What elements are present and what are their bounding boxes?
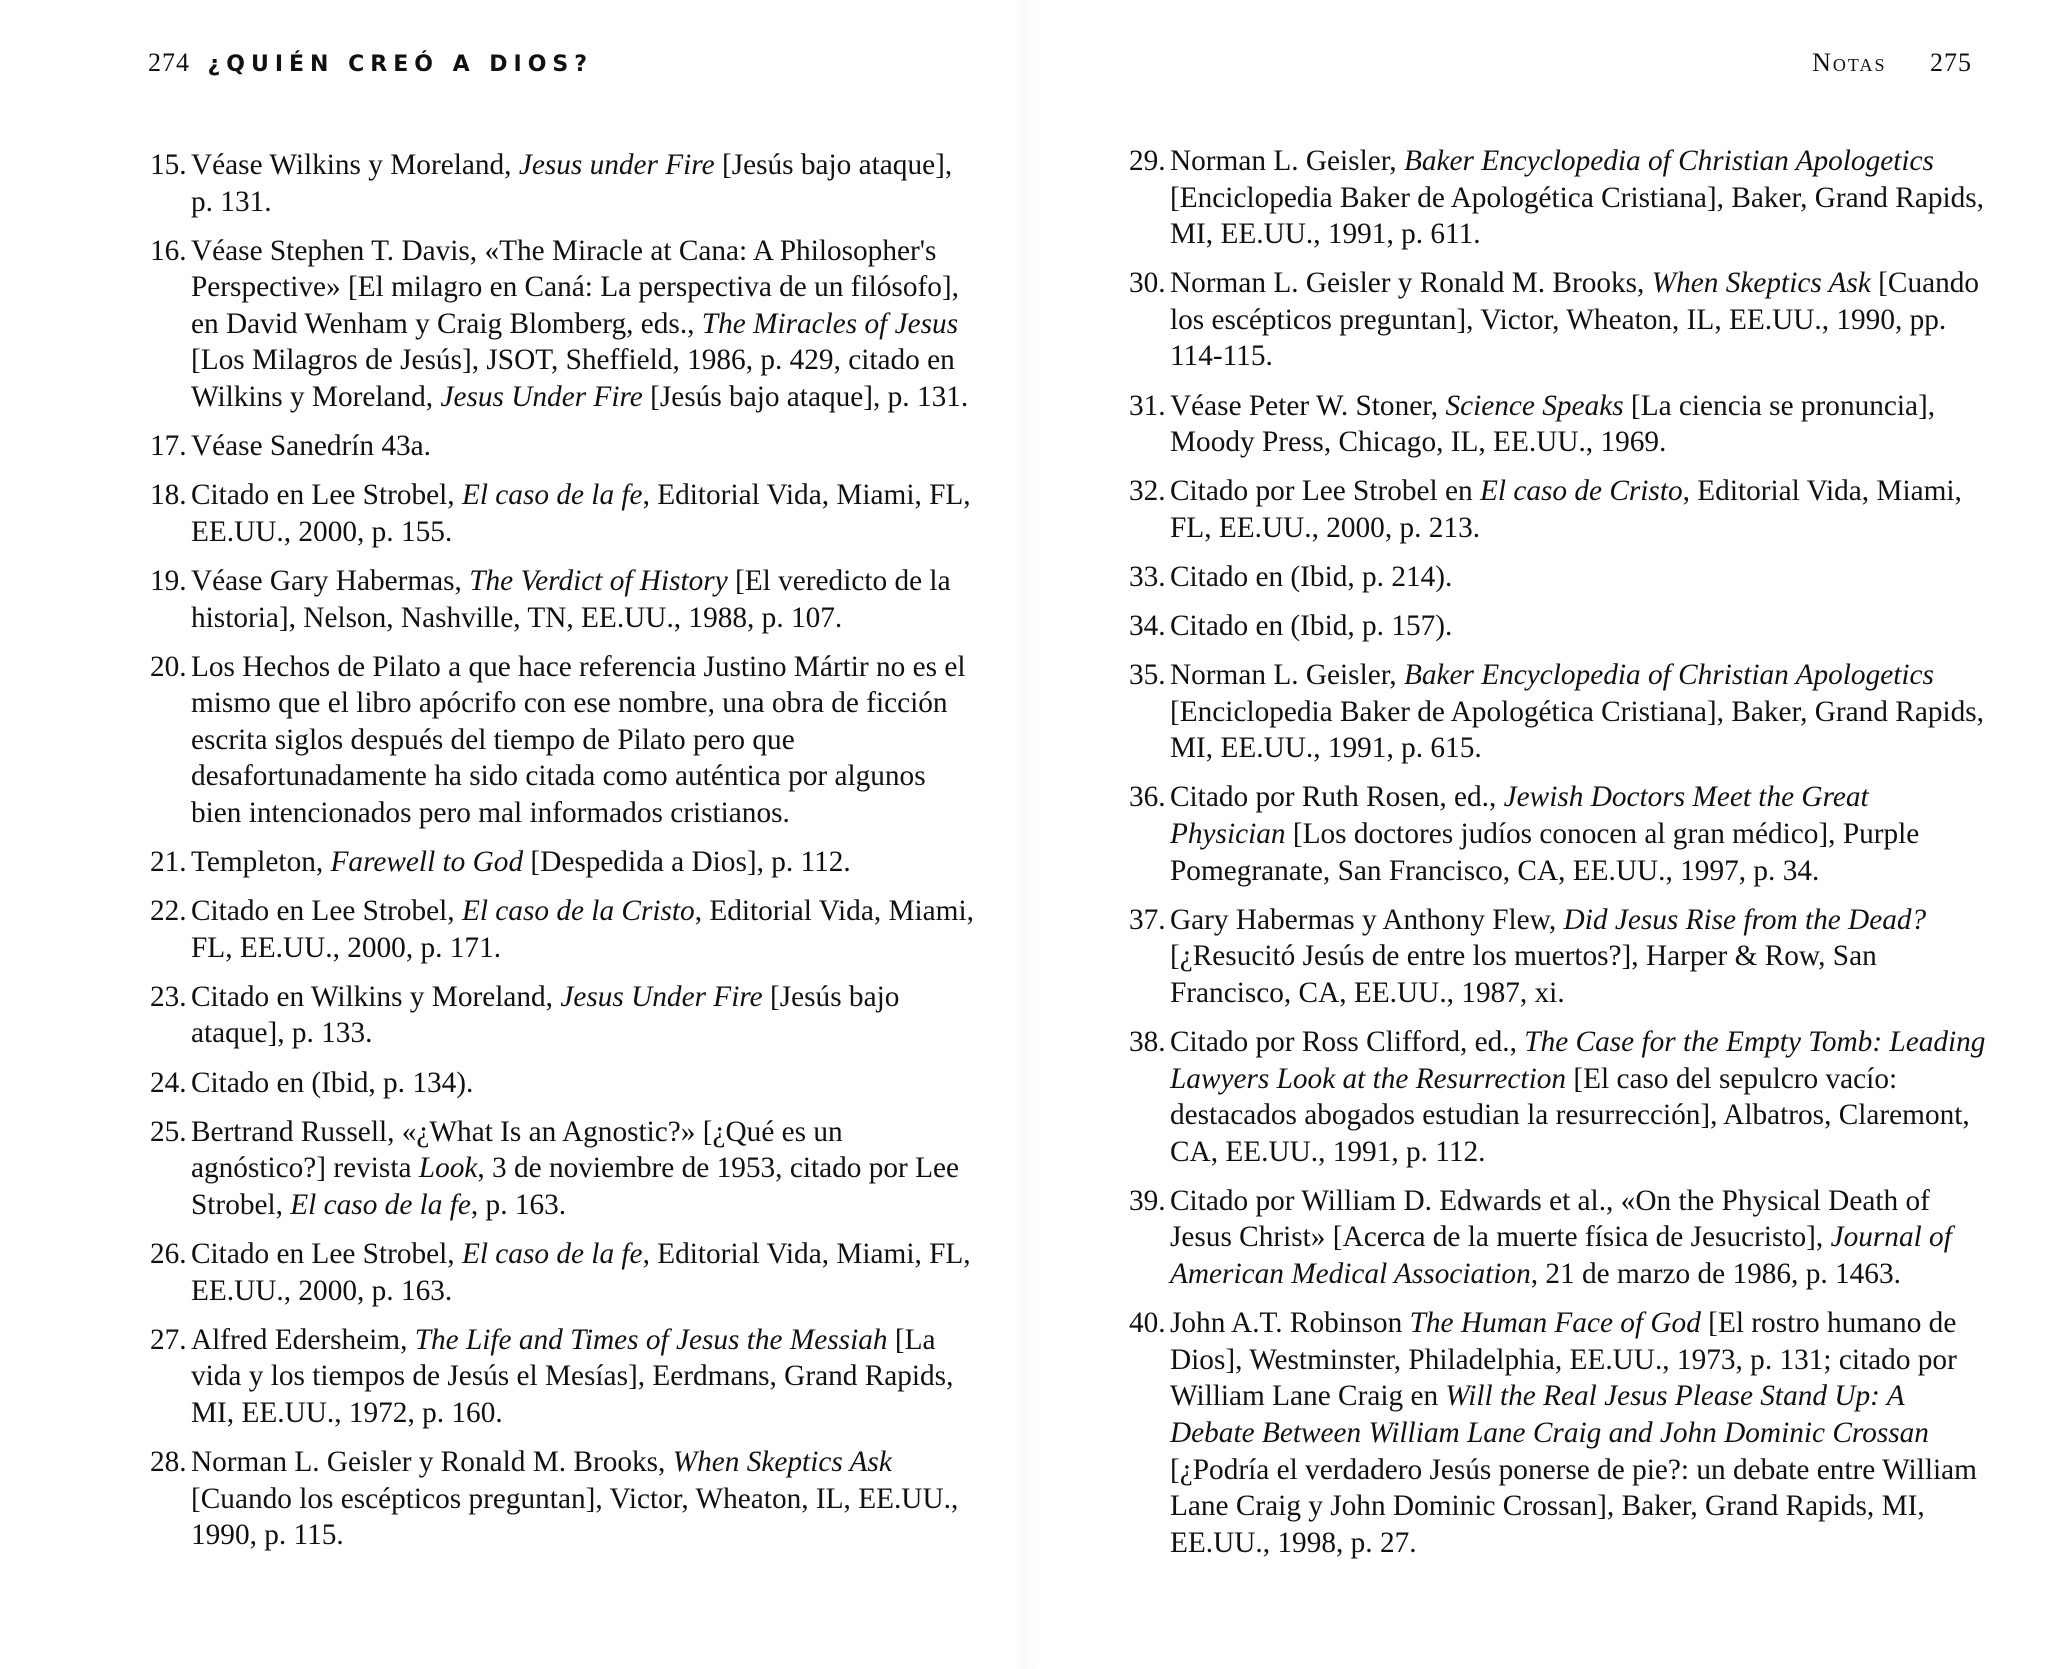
endnote-text (1170, 1307, 1977, 1559)
endnote-number: 34 . (1129, 608, 1166, 645)
endnote-text-segment: Gary Habermas y Anthony Flew, (1170, 903, 1564, 936)
endnote-text-segment: [Enciclopedia Baker de Apologética Cristiana], Baker, Grand Rapids, MI, EE.UU., 1991, p. 611. (1170, 181, 1984, 251)
endnote-number: 26 . (150, 1236, 187, 1273)
endnote-text-segment: [Los doctores judíos conocen al gran médico], Purple Pomegranate, San Francisco, CA, EE.UU., 1997, p. 34. (1170, 818, 1920, 887)
endnote-title-italic: The Human Face of God (1409, 1307, 1701, 1340)
endnote-text-segment: , Editorial Vida, Miami, FL, EE.UU., 2000, p. 213. (1170, 475, 1962, 544)
endnote-26 (150, 1236, 980, 1309)
endnote-number: 16 . (150, 233, 187, 270)
endnote-36 (1129, 779, 1989, 889)
right-page (1024, 0, 2048, 1669)
endnote-number: 25 . (150, 1114, 187, 1151)
endnote-text (1170, 145, 1984, 250)
endnote-text (1170, 610, 1452, 642)
endnote-text-segment: [Jesús bajo ataque], p. 131. (642, 381, 969, 414)
running-title: Notas (1812, 48, 1887, 77)
endnote-title-italic: Jewish Doctors Meet the Great Physician (1170, 781, 1869, 850)
endnote-text (191, 895, 974, 964)
endnote-text (191, 1238, 971, 1307)
endnote-text-segment: Citado por Lee Strobel en (1170, 475, 1480, 508)
endnote-34 (1129, 608, 1989, 645)
endnote-21 (150, 844, 980, 881)
endnote-text-segment: Véase Sanedrín 43a. (191, 430, 431, 463)
endnote-title-italic: The Verdict of History (469, 564, 728, 597)
endnote-text (1170, 1026, 1985, 1168)
endnote-31 (1129, 388, 1989, 461)
endnote-16 (150, 233, 980, 416)
endnote-text-segment: [Despedida a Dios], p. 112. (523, 846, 851, 879)
endnote-20 (150, 649, 980, 832)
endnote-number: 21 . (150, 844, 187, 881)
endnote-18 (150, 477, 980, 550)
endnote-title-italic: Farewell to God (330, 846, 524, 879)
endnote-text (191, 1446, 958, 1551)
endnote-text (191, 846, 851, 878)
endnote-title-italic: Journal of American Medical Association (1170, 1221, 1952, 1291)
endnote-text-segment: [Cuando los escépticos preguntan], Victor, Wheaton, IL, EE.UU., 1990, p. 115. (191, 1482, 959, 1552)
endnote-15 (150, 147, 980, 220)
endnote-text (191, 479, 971, 548)
endnote-text-segment: [El rostro humano de Dios], Westminster, Philadelphia, EE.UU., 1973, p. 131; citado por William Lane Craig en (1170, 1307, 1957, 1413)
endnote-number: 18 . (150, 477, 187, 514)
endnote-text-segment: [Cuando los escépticos preguntan], Victor, Wheaton, IL, EE.UU., 1990, pp. 114-115. (1170, 267, 1980, 373)
endnote-text-segment: Véase Peter W. Stoner, (1170, 389, 1446, 422)
endnote-title-italic: Jesus Under Fire (440, 381, 643, 414)
endnote-number: 27 . (150, 1322, 187, 1359)
endnote-text-segment: [Enciclopedia Baker de Apologética Cristiana], Baker, Grand Rapids, MI, EE.UU., 1991, p. 615. (1170, 695, 1984, 765)
endnote-number: 40 . (1129, 1305, 1166, 1342)
endnote-number: 28 . (150, 1444, 187, 1481)
endnote-number: 23 . (150, 979, 187, 1016)
endnote-17 (150, 428, 980, 465)
endnote-text (1170, 475, 1962, 544)
endnote-number: 31 . (1129, 388, 1166, 425)
endnote-text-segment: [¿Podría el verdadero Jesús ponerse de pie?: un debate entre William Lane Craig y John Dominic Crossan], Baker, Grand Rapids, MI, EE.UU., 1998, p. 27. (1170, 1453, 1977, 1559)
endnote-title-italic: Jesus Under Fire (560, 980, 763, 1013)
endnote-title-italic: When Skeptics Ask (672, 1445, 892, 1478)
endnote-23 (150, 979, 980, 1052)
endnote-text-segment: , 3 de noviembre de 1953, citado por Lee Strobel, (191, 1152, 960, 1221)
endnote-title-italic: Baker Encyclopedia of Christian Apologetics (1403, 659, 1934, 692)
endnote-number: 29 . (1129, 143, 1166, 180)
endnote-title-italic: El caso de la fe (290, 1188, 471, 1221)
endnote-text-segment: Citado en Lee Strobel, (191, 895, 462, 928)
endnote-text-segment: Citado en (Ibid, p. 157). (1170, 610, 1453, 643)
endnote-25 (150, 1114, 980, 1224)
endnote-text-segment: Citado por Ruth Rosen, ed., (1170, 781, 1504, 814)
endnote-32 (1129, 473, 1989, 546)
endnote-text (1170, 904, 1926, 1009)
endnote-text-segment: Citado en (Ibid, p. 134). (191, 1066, 474, 1099)
endnote-number: 19 . (150, 563, 187, 600)
endnote-30 (1129, 265, 1989, 375)
endnote-text-segment: Citado por William D. Edwards et al., «On the Physical Death of Jesus Christ» [Acerca de la muerte física de Jesucristo], (1170, 1184, 1930, 1254)
endnote-text-segment: Norman L. Geisler y Ronald M. Brooks, (191, 1445, 673, 1478)
endnote-title-italic: Will the Real Jesus Please Stand Up: A Debate Between William Lane Craig and John Dominic Crossan (1170, 1380, 1929, 1449)
endnote-text-segment: Bertrand Russell, «¿What Is an Agnostic?» [¿Qué es un agnóstico?] revista (191, 1115, 843, 1185)
endnote-text (191, 235, 968, 413)
endnote-33 (1129, 559, 1989, 596)
endnote-text-segment: [El caso del sepulcro vacío: destacados abogados estudian la resurrección], Albatros, Claremont, CA, EE.UU., 1991, p. 112. (1170, 1062, 1970, 1168)
endnote-text (1170, 781, 1919, 886)
endnote-text-segment: , p. 163. (470, 1188, 567, 1221)
notes-list-right (1129, 143, 1989, 1574)
endnote-title-italic: Baker Encyclopedia of Christian Apologetics (1403, 145, 1934, 177)
endnote-text (191, 565, 951, 634)
endnote-37 (1129, 902, 1989, 1012)
endnote-text-segment: Alfred Edersheim, (191, 1323, 415, 1356)
endnote-title-italic: The Miracles of Jesus (701, 307, 959, 340)
endnote-text (1170, 390, 1935, 459)
endnote-39 (1129, 1183, 1989, 1293)
endnote-text (191, 1116, 959, 1221)
right-page-header (1812, 48, 1972, 78)
endnote-text-segment: [¿Resucitó Jesús de entre los muertos?], Harper & Row, San Francisco, CA, EE.UU., 1987, xi. (1170, 940, 1877, 1009)
endnote-title-italic: The Life and Times of Jesus the Messiah (414, 1323, 888, 1356)
endnote-number: 35 . (1129, 657, 1166, 694)
endnote-19 (150, 563, 980, 636)
running-title: ¿QUIÉN CREÓ A DIOS? (207, 52, 594, 77)
endnote-text-segment: , Editorial Vida, Miami, FL, EE.UU., 2000, p. 171. (191, 895, 974, 964)
notes-list-left (150, 147, 980, 1566)
endnote-text-segment: Los Hechos de Pilato a que hace referencia Justino Mártir no es el mismo que el libro apócrifo con ese nombre, una obra de ficción escrita siglos después del tiempo de Pilato pero que desafortunadamente ha sido citada como auténtica por algunos bien intencionados pero mal informados cristianos. (191, 650, 966, 829)
endnote-number: 22 . (150, 893, 187, 930)
endnote-text-segment: [Jesús bajo ataque], p. 131. (191, 149, 953, 218)
endnote-text (191, 981, 899, 1050)
endnote-text-segment: Citado por Ross Clifford, ed., (1170, 1025, 1525, 1058)
endnote-number: 33 . (1129, 559, 1166, 596)
endnote-text-segment: [Jesús bajo ataque], p. 133. (191, 980, 900, 1050)
endnote-27 (150, 1322, 980, 1432)
endnote-text-segment: , Editorial Vida, Miami, FL, EE.UU., 2000, p. 155. (191, 479, 971, 548)
endnote-text (1170, 561, 1452, 593)
endnote-text-segment: Norman L. Geisler y Ronald M. Brooks, (1170, 267, 1652, 300)
endnote-text-segment: Citado en Lee Strobel, (191, 1237, 462, 1270)
endnote-number: 36 . (1129, 779, 1166, 816)
endnote-text-segment: Citado en Lee Strobel, (191, 479, 462, 512)
endnote-text-segment: Norman L. Geisler, (1170, 659, 1404, 692)
endnote-number: 38 . (1129, 1024, 1166, 1061)
endnote-text-segment: Véase Gary Habermas, (191, 564, 470, 597)
endnote-text-segment: Véase Stephen T. Davis, «The Miracle at Cana: A Philosopher's Perspective» [El milagro en Caná: La perspectiva de un filósofo], en David Wenham y Craig Blomberg, eds., (191, 234, 959, 340)
endnote-text-segment: Templeton, (191, 846, 331, 879)
endnote-text (191, 1067, 473, 1099)
endnote-text (191, 1324, 953, 1429)
page-number: 275 (1930, 48, 1972, 77)
endnote-title-italic: Science Speaks (1445, 389, 1624, 422)
endnote-text (191, 651, 965, 829)
endnote-text-segment: Véase Wilkins y Moreland, (191, 149, 519, 181)
endnote-title-italic: The Case for the Empty Tomb: Leading Lawyers Look at the Resurrection (1170, 1025, 1986, 1095)
endnote-text-segment: , 21 de marzo de 1986, p. 1463. (1530, 1258, 1901, 1291)
endnote-text-segment: [Los Milagros de Jesús], JSOT, Sheffield, 1986, p. 429, citado en Wilkins y Moreland, (191, 344, 955, 414)
endnote-35 (1129, 657, 1989, 767)
endnote-number: 15 . (150, 147, 187, 184)
endnote-40 (1129, 1305, 1989, 1561)
page-number: 274 (148, 48, 190, 77)
endnote-text-segment: [El veredicto de la historia], Nelson, Nashville, TN, EE.UU., 1988, p. 107. (191, 564, 951, 634)
endnote-number: 24 . (150, 1065, 187, 1102)
endnote-number: 30 . (1129, 265, 1166, 302)
endnote-22 (150, 893, 980, 966)
endnote-title-italic: Jesus under Fire (518, 149, 715, 181)
endnote-38 (1129, 1024, 1989, 1170)
endnote-text (191, 149, 952, 218)
left-page-header (148, 48, 593, 78)
endnote-number: 20 . (150, 649, 187, 686)
endnote-number: 39 . (1129, 1183, 1166, 1220)
endnote-title-italic: El caso de la Cristo (461, 895, 695, 928)
endnote-text (191, 430, 431, 462)
endnote-text-segment: Citado en Wilkins y Moreland, (191, 980, 561, 1013)
endnote-text (1170, 659, 1984, 764)
endnote-text-segment: , Editorial Vida, Miami, FL, EE.UU., 2000, p. 163. (191, 1237, 971, 1307)
endnote-text-segment: Citado en (Ibid, p. 214). (1170, 560, 1453, 593)
endnote-title-italic: Look (418, 1152, 478, 1185)
endnote-number: 37 . (1129, 902, 1166, 939)
endnote-29 (1129, 143, 1989, 253)
endnote-title-italic: El caso de la fe (461, 1237, 643, 1270)
endnote-text (1170, 1185, 1952, 1290)
endnote-28 (150, 1444, 980, 1554)
endnote-text-segment: John A.T. Robinson (1170, 1307, 1410, 1340)
endnote-text-segment: Norman L. Geisler, (1170, 145, 1404, 177)
endnote-number: 32 . (1129, 473, 1166, 510)
endnote-text-segment: [La ciencia se pronuncia], Moody Press, Chicago, IL, EE.UU., 1969. (1170, 389, 1936, 459)
endnote-title-italic: Did Jesus Rise from the Dead? (1563, 903, 1927, 936)
endnote-number: 17 . (150, 428, 187, 465)
endnote-title-italic: When Skeptics Ask (1651, 267, 1871, 300)
endnote-title-italic: El caso de la fe (461, 479, 643, 512)
endnote-24 (150, 1065, 980, 1102)
endnote-title-italic: El caso de Cristo (1479, 475, 1683, 508)
endnote-text-segment: [La vida y los tiempos de Jesús el Mesías], Eerdmans, Grand Rapids, MI, EE.UU., 1972, p. 160. (191, 1323, 954, 1429)
endnote-text (1170, 267, 1979, 372)
